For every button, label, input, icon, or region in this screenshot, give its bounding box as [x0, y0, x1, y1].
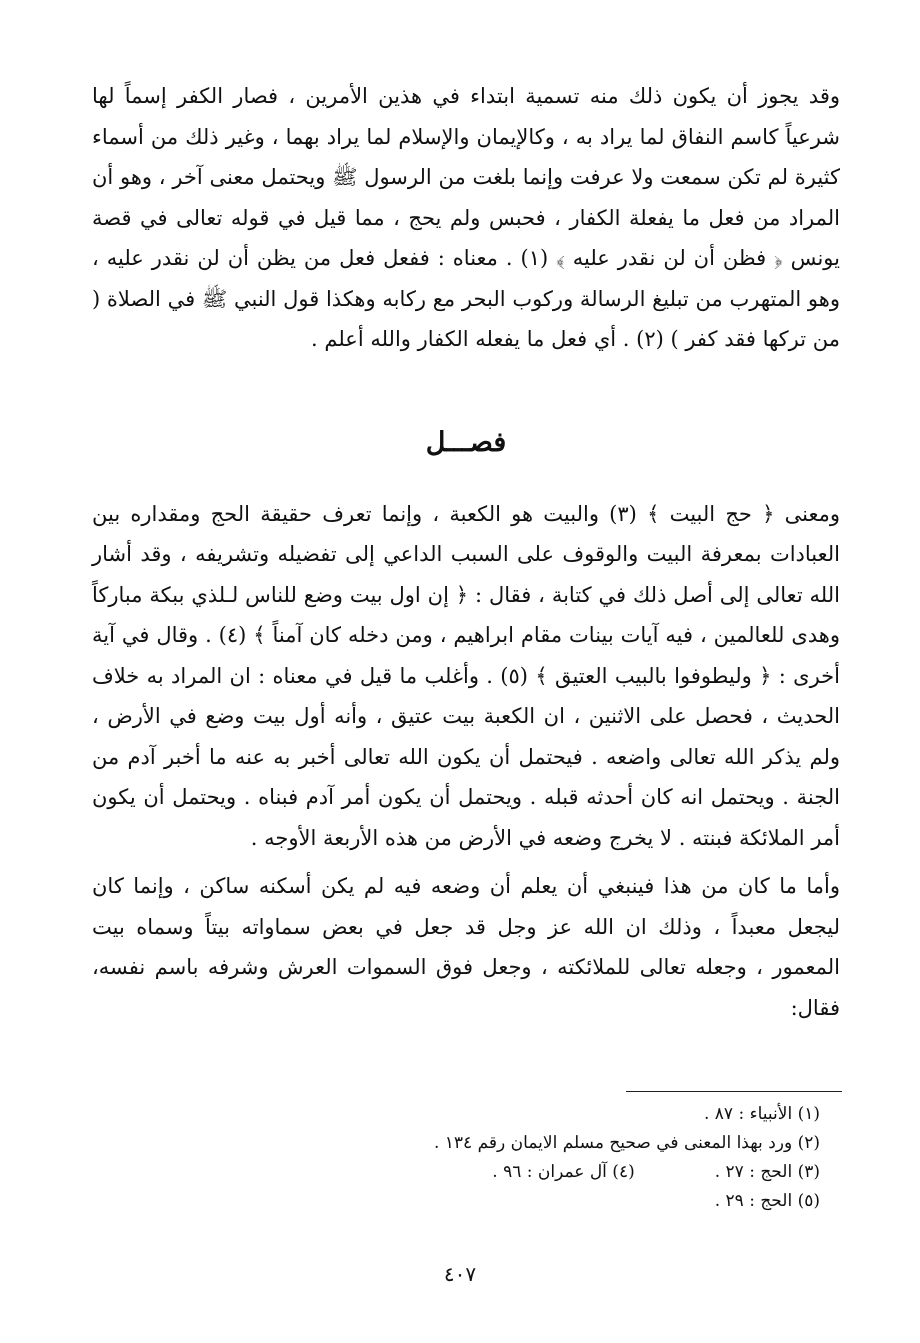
footnote-4: (٤) آل عمران : ٩٦ . [492, 1162, 635, 1182]
page-number: ٤٠٧ [443, 1262, 477, 1286]
footnotes [300, 1100, 820, 1216]
section-heading: فصـــل [425, 426, 507, 458]
paragraph-3: وأما ما كان من هذا فينبغي أن يعلم أن وضعه فيه لم يكن أسكنه ساكن ، وإنما كان ليجعل معبداً ، وذلك ان الله عز وجل قد جعل في بعض سماواته بيتاً وسماه بيت المعمور ، وجعله تعالى للملائكته ، وجعل فوق السموات العرش وشرفه باسم نفسه، فقال: [92, 874, 840, 1020]
footnote-5: (٥) الحج : ٢٩ . [714, 1191, 820, 1211]
footnote-1: (١) الأنبياء : ٨٧ . [703, 1104, 820, 1124]
footnote-2: (٢) ورد بهذا المعنى في صحيح مسلم الايمان رقم ١٣٤ . [433, 1133, 820, 1153]
footnote-row-3-4 [300, 1158, 820, 1187]
footnote-3: (٣) الحج : ٢٧ . [714, 1162, 820, 1182]
page-body [92, 74, 840, 1028]
paragraph-2: ومعنى ﴿ حج البيت ﴾ (٣) والبيت هو الكعبة ، وإنما تعرف حقيقة الحج ومقداره بين العبادات بمعرفة البيت والوقوف على السبب الداعي إلى تفضيله وتشريفه ، وقد أشار الله تعالى إلى أصل ذلك في كتابة ، فقال : ﴿ إن اول بيت وضع للناس لـلذي ببكة مباركاً وهدى للعالمين ، فيه آيات بينات مقام ابراهيم ، ومن دخله كان آمناً ﴾ (٤) . وقال في آية أخرى : ﴿ وليطوفوا بالبيب العتيق ﴾ (٥) . وأغلب ما قيل في معناه : ان المراد به خلاف الحديث ، فحصل على الاثنين ، ان الكعبة بيت عتيق ، وأنه أول بيت وضع في الأرض ، ولم يذكر الله تعالى واضعه . فيحتمل أن يكون الله تعالى أخبر به عنه ما أخبر آدم من الجنة . ويحتمل انه كان أحدثه قبله . ويحتمل أن يكون أمر آدم فبناه . ويحتمل أن يكون أمر الملائكة فبنته . لا يخرج وضعه في الأرض من هذه الأربعة الأوجه . [92, 501, 841, 850]
paragraph-1: وقد يجوز أن يكون ذلك منه تسمية ابتداء في هذين الأمرين ، فصار الكفر إسماً لها شرعياً كاسم النفاق لما يراد به ، وكالإيمان والإسلام لما يراد بهما ، وغير ذلك من أسماء كثيرة لم تكن سمعت ولا عرفت وإنما بلغت من الرسول ﷺ ويحتمل معنى آخر ، وهو أن المراد من فعل ما يفعلة الكفار ، فحبس ولم يحج ، مما قيل في قوله تعالى في قصة يونس ﴿ فظن أن لن نقدر عليه ﴾ (١) . معناه : ففعل فعل من يظن أن لن نقدر عليه ، وهو المتهرب من تبليغ الرسالة وركوب البحر مع ركابه وهكذا قول النبي ﷺ في الصلاة ( من تركها فقد كفر ) (٢) . أي فعل ما يفعله الكفار والله أعلم . [92, 84, 840, 351]
footnote-separator [626, 1091, 842, 1092]
